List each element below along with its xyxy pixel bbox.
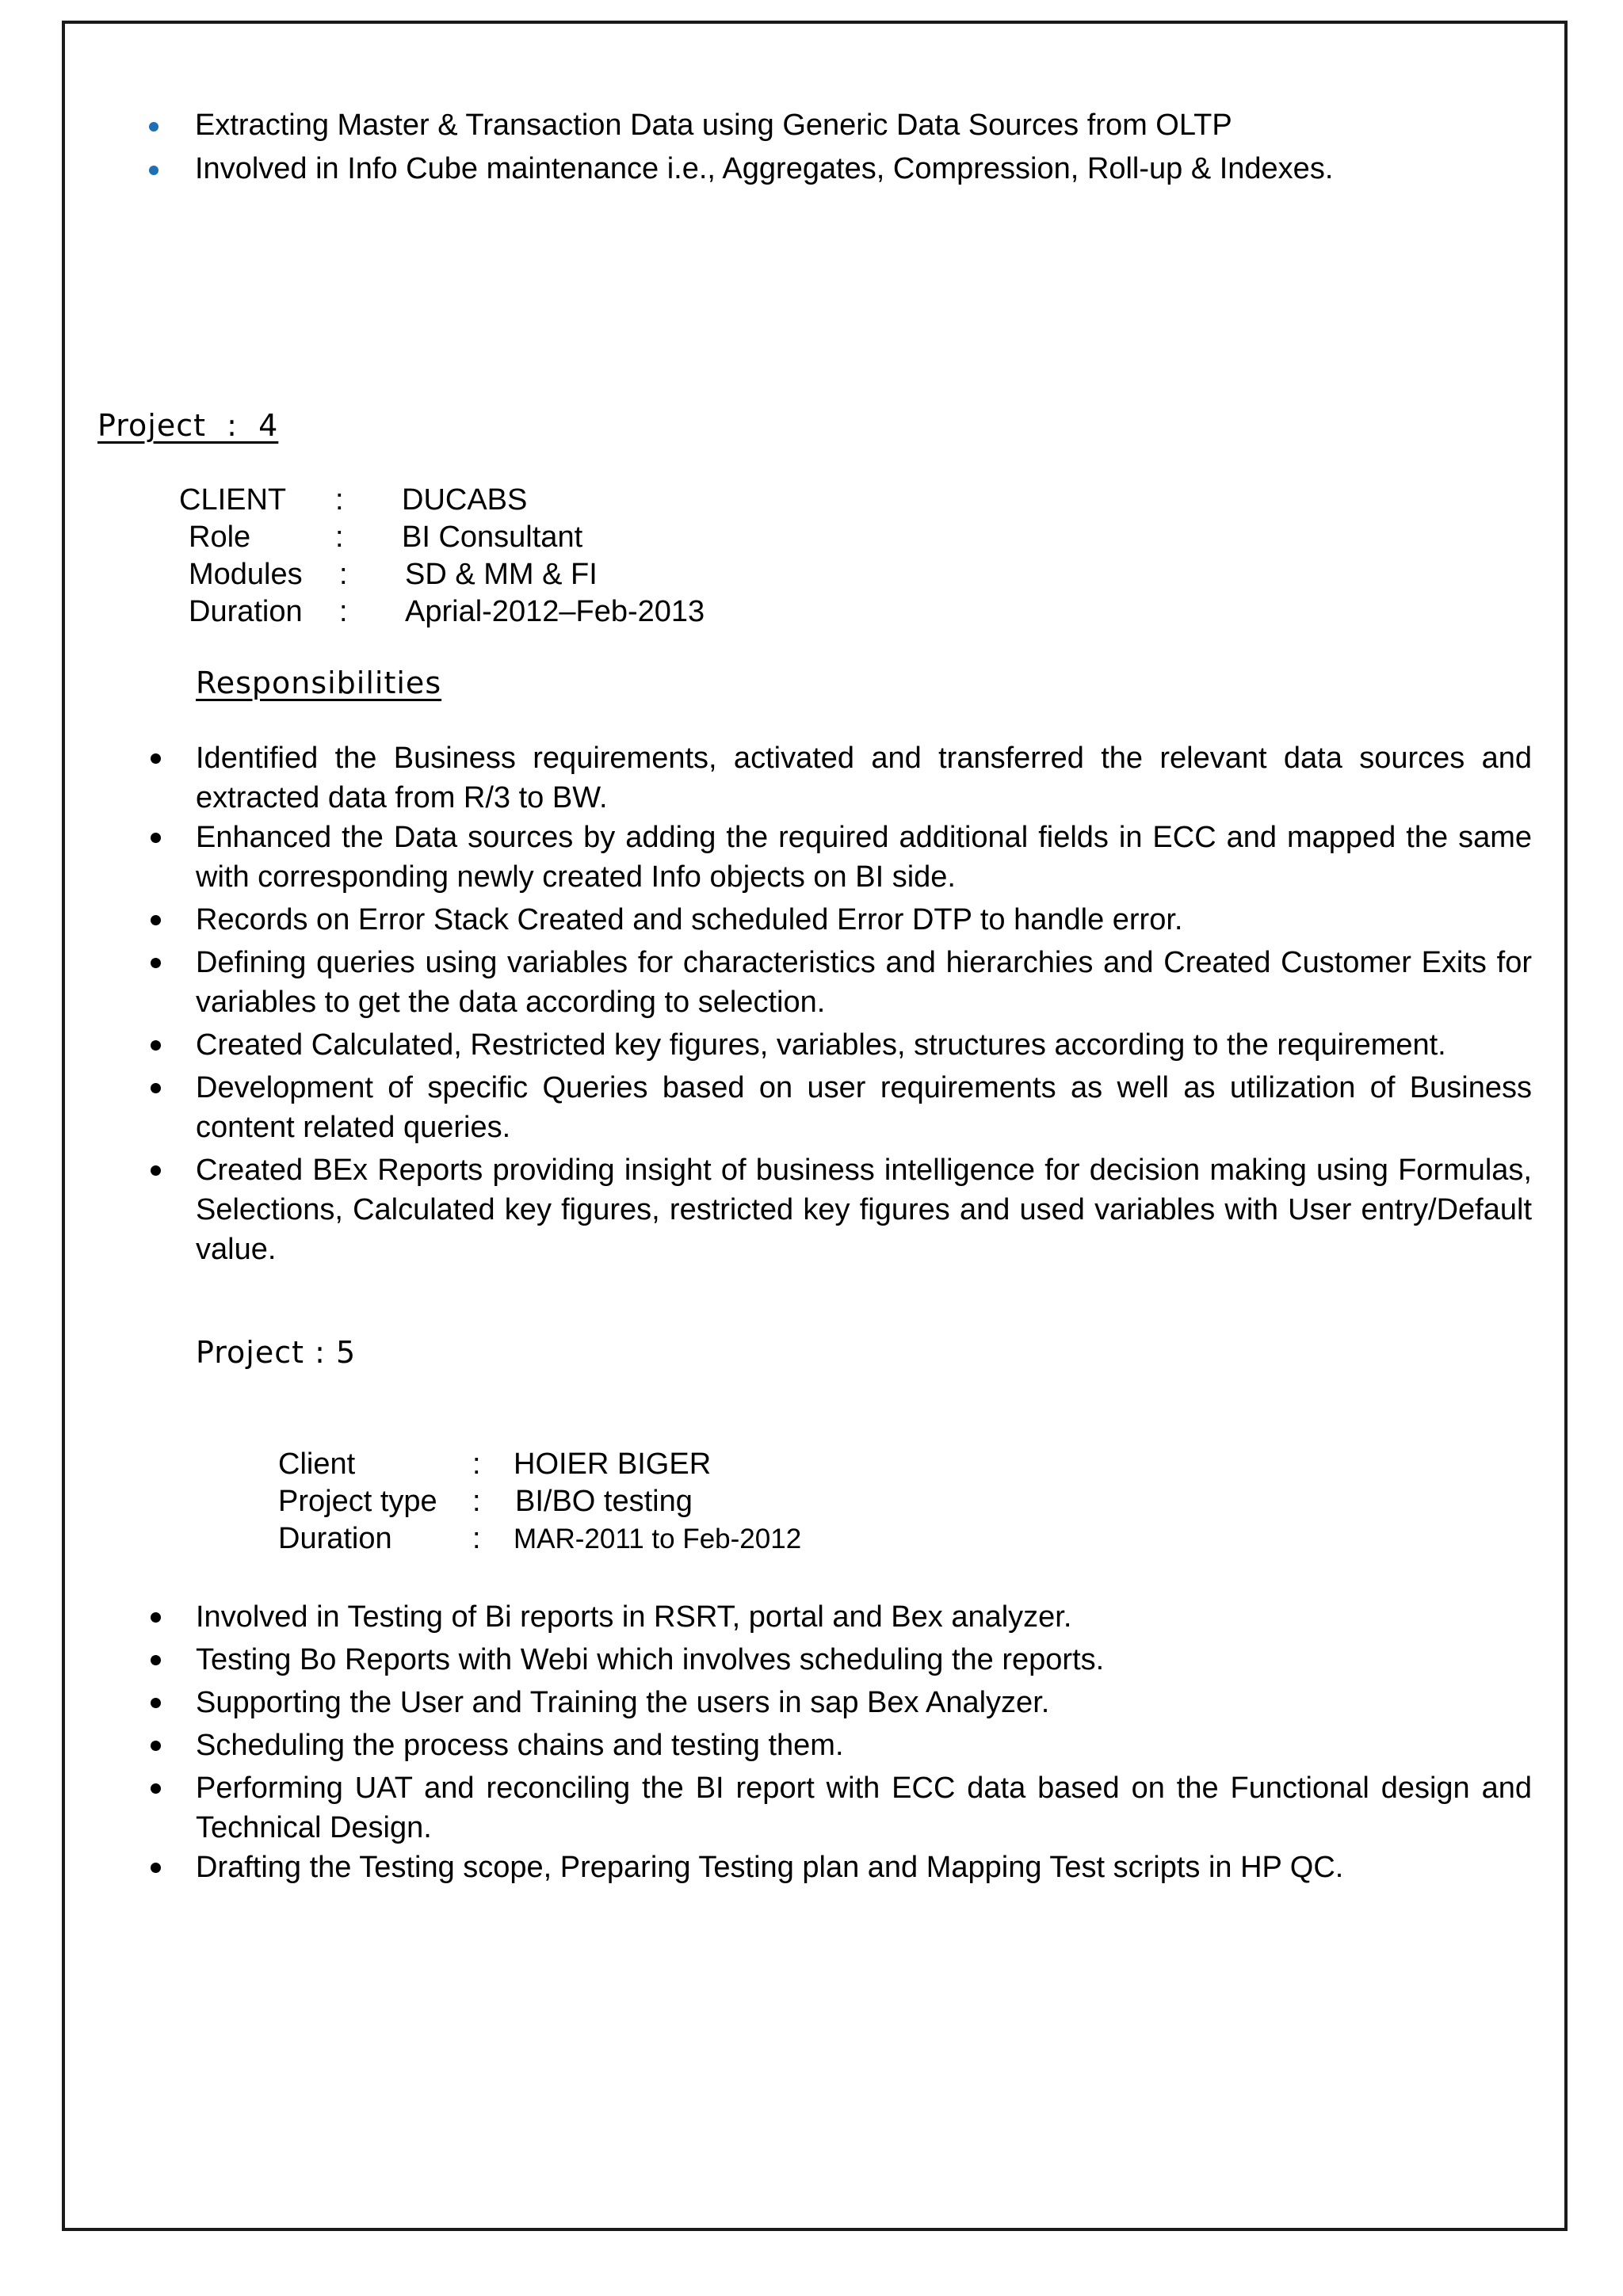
bullet-icon bbox=[151, 1612, 161, 1623]
bullet-icon bbox=[151, 1040, 161, 1051]
project4-details bbox=[179, 482, 813, 631]
client-value: HOIER BIGER bbox=[514, 1447, 712, 1481]
bullet-icon bbox=[151, 1741, 161, 1751]
top-bullet-list bbox=[195, 105, 1542, 189]
list-item: Identified the Business requirements, activated and transferred the relevant data sources and extracted data from R/3 to BW. bbox=[196, 738, 1532, 818]
bullet-icon bbox=[151, 1783, 161, 1794]
separator: : bbox=[335, 483, 344, 517]
project5-title: Project : 5 bbox=[196, 1335, 357, 1370]
project-type-value: BI/BO testing bbox=[515, 1485, 693, 1518]
separator: : bbox=[339, 595, 348, 628]
list-item: Records on Error Stack Created and scheduled Error DTP to handle error. bbox=[196, 900, 1532, 940]
project-type-label: Project type bbox=[278, 1485, 437, 1518]
duration-label: Duration bbox=[278, 1522, 392, 1555]
list-item: Supporting the User and Training the users in sap Bex Analyzer. bbox=[196, 1683, 1532, 1722]
client-row bbox=[179, 482, 813, 519]
list-item: Scheduling the process chains and testing them. bbox=[196, 1726, 1532, 1765]
duration-label: Duration bbox=[189, 595, 303, 628]
bullet-icon bbox=[151, 958, 161, 968]
bullet-icon bbox=[151, 915, 161, 925]
role-row bbox=[179, 519, 813, 556]
responsibilities-list bbox=[196, 738, 1532, 1269]
list-item: Extracting Master & Transaction Data using Generic Data Sources from OLTP bbox=[195, 105, 1542, 149]
separator: : bbox=[472, 1485, 481, 1518]
bullet-icon bbox=[151, 753, 161, 764]
separator: : bbox=[339, 558, 348, 591]
project4-title: Project : 4 bbox=[97, 408, 279, 443]
separator: : bbox=[335, 521, 344, 554]
duration-row bbox=[179, 593, 813, 631]
client-label: CLIENT bbox=[179, 483, 287, 517]
client-label: Client bbox=[278, 1447, 356, 1481]
separator: : bbox=[472, 1447, 481, 1481]
bullet-icon bbox=[149, 166, 158, 175]
role-label: Role bbox=[189, 521, 251, 554]
list-item: Defining queries using variables for characteristics and hierarchies and Created Customer Exits for variables to get the data according to selection. bbox=[196, 943, 1532, 1022]
modules-row bbox=[179, 556, 813, 593]
responsibilities-heading: Responsibilities bbox=[196, 666, 442, 700]
role-value: BI Consultant bbox=[402, 521, 583, 554]
list-item: Development of specific Queries based on user requirements as well as utilization of Business content related queries. bbox=[196, 1068, 1532, 1147]
modules-value: SD & MM & FI bbox=[405, 558, 598, 591]
bullet-icon bbox=[151, 833, 161, 843]
bullet-icon bbox=[151, 1698, 161, 1708]
list-item: Enhanced the Data sources by adding the required additional fields in ECC and mapped the same with corresponding newly created Info objects on BI side. bbox=[196, 818, 1532, 897]
duration-value: MAR-2011 to Feb-2012 bbox=[514, 1524, 802, 1554]
list-item: Created Calculated, Restricted key figures, variables, structures according to the requirement. bbox=[196, 1025, 1532, 1065]
client-row bbox=[278, 1446, 991, 1483]
list-item: Testing Bo Reports with Webi which involves scheduling the reports. bbox=[196, 1640, 1532, 1680]
bullet-icon bbox=[151, 1165, 161, 1176]
list-item: Drafting the Testing scope, Preparing Testing plan and Mapping Test scripts in HP QC. bbox=[196, 1848, 1532, 1887]
duration-value: Aprial-2012–Feb-2013 bbox=[405, 595, 705, 628]
bullet-icon bbox=[149, 122, 158, 132]
client-value: DUCABS bbox=[402, 483, 528, 517]
list-item: Involved in Info Cube maintenance i.e., Aggregates, Compression, Roll-up & Indexes. bbox=[195, 149, 1542, 189]
bullet-icon bbox=[151, 1863, 161, 1873]
list-item: Involved in Testing of Bi reports in RSRT, portal and Bex analyzer. bbox=[196, 1597, 1532, 1637]
bullet-icon bbox=[151, 1655, 161, 1665]
list-item: Created BEx Reports providing insight of business intelligence for decision making using Formulas, Selections, Calculated key figures, restricted key figures and used variables with User entry/Default value. bbox=[196, 1150, 1532, 1269]
bullet-icon bbox=[151, 1083, 161, 1093]
separator: : bbox=[472, 1522, 481, 1555]
project-type-row bbox=[278, 1483, 991, 1520]
project5-details bbox=[278, 1446, 991, 1558]
list-item: Performing UAT and reconciling the BI report with ECC data based on the Functional design and Technical Design. bbox=[196, 1768, 1532, 1848]
project5-bullet-list bbox=[196, 1597, 1532, 1887]
duration-row bbox=[278, 1520, 991, 1558]
modules-label: Modules bbox=[189, 558, 303, 591]
